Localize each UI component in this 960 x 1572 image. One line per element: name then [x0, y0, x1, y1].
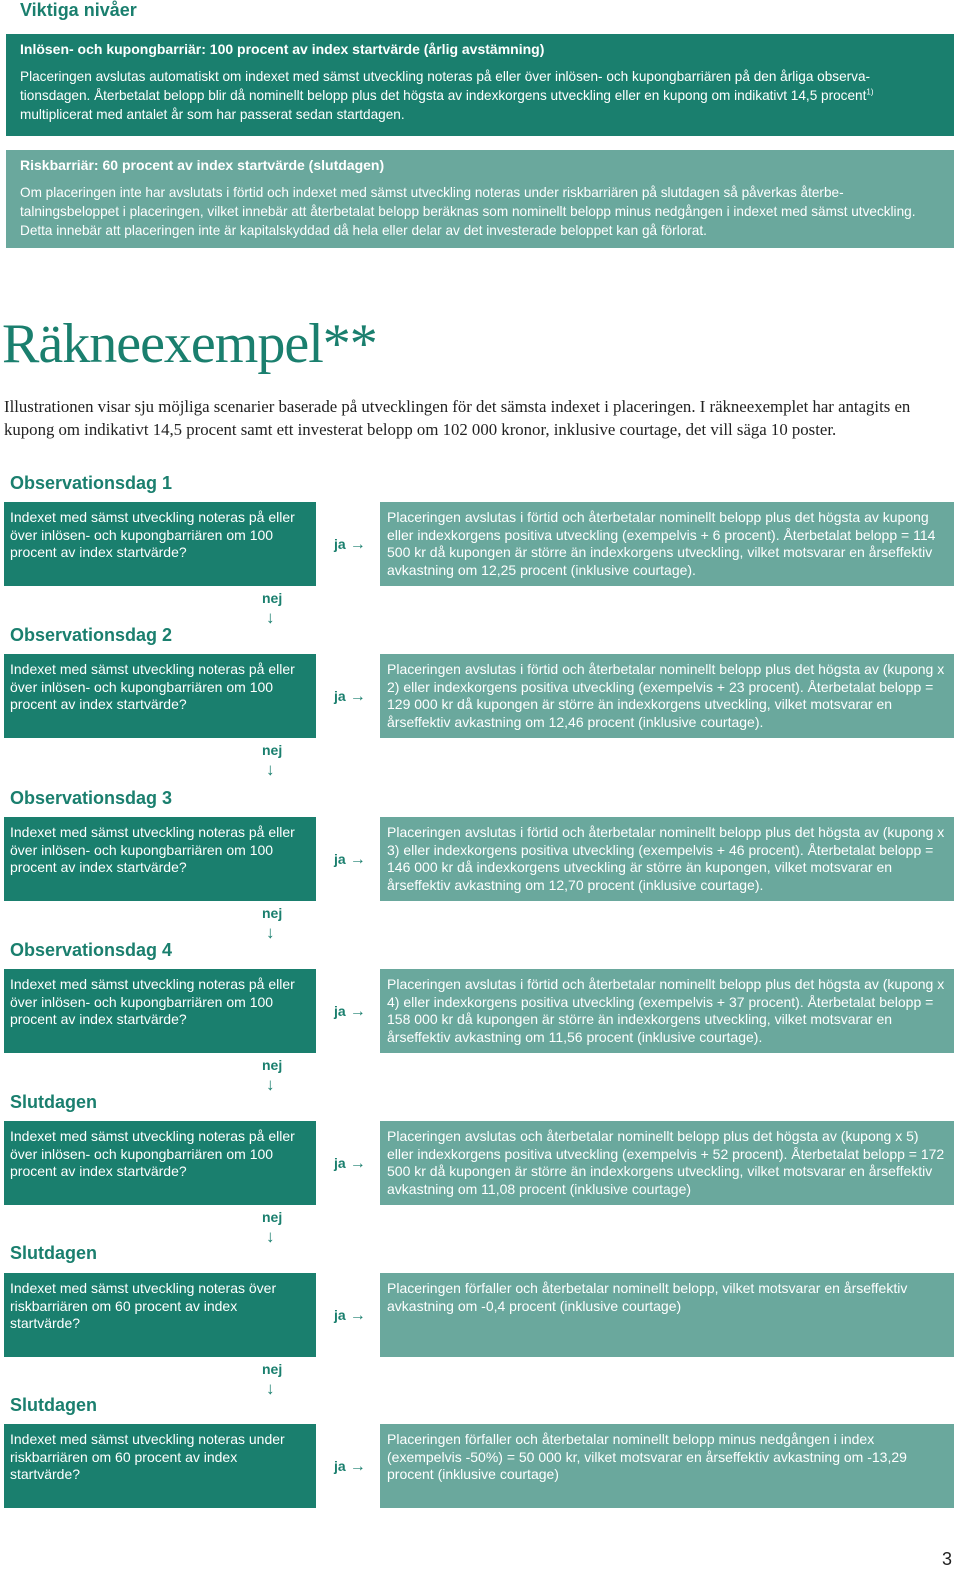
- example-intro: Illustrationen visar sju möjliga scenarier baserade på utvecklingen för det sämsta indexet i placeringen. I räkneexemplet har antagits en kupong om indikativt 14,5 procent samt ett investerat belopp om 102 000 kronor, inklusive courtage, det vill säga 10 poster.: [4, 397, 911, 439]
- no-label: nej: [262, 905, 283, 921]
- outcome-box: Placeringen avslutas och återbetalar nominellt belopp plus det högsta av (kupong x 5) eller indexkorgens positiva utveckling (exempelvis + 52 procent). Återbetalat belopp = 172 500 kr då kupongen är större än indexkorgens utveckling, vilket motsvarar en årseffektiv avkastning om 11,08 procent (inklusive courtage): [380, 1121, 954, 1205]
- question-box: Indexet med sämst utveckling noteras på eller över inlösen- och kupongbarriären om 100 procent av index startvärde?: [4, 969, 316, 1053]
- yes-connector: [334, 1003, 366, 1021]
- yes-label: ja: [334, 536, 346, 552]
- no-label: nej: [262, 742, 283, 758]
- step-label: Slutdagen: [10, 1092, 98, 1112]
- yes-connector: [334, 1458, 366, 1476]
- yes-label: ja: [334, 851, 346, 867]
- question-box: Indexet med sämst utveckling noteras över riskbarriären om 60 procent av index startvärde?: [4, 1273, 316, 1357]
- question-box: Indexet med sämst utveckling noteras på eller över inlösen- och kupongbarriären om 100 procent av index startvärde?: [4, 1121, 316, 1205]
- no-label: nej: [262, 1209, 283, 1225]
- arrow-down-icon: ↓: [266, 760, 275, 779]
- panel-body: Om placeringen inte har avslutats i förtid och indexet med sämst utveckling noteras under riskbarriären på slutdagen så påverkas återbe-talningsbeloppet i placeringen, vilket innebär att återbetalat belopp beräknas som nominellt belopp minus nedgången i indexet med sämst utveckling. Detta innebär att placeringen inte är kapitalskyddad då hela eller delar av det investerade beloppet kan gå förlorat.: [20, 185, 916, 238]
- step-label: Slutdagen: [10, 1243, 98, 1263]
- arrow-right-icon: →: [349, 1307, 366, 1324]
- outcome-box: Placeringen förfaller och återbetalar nominellt belopp minus nedgången i index (exempelvis -50%) = 50 000 kr, vilket motsvarar en årseffektiv avkastning om -13,29 procent (inklusive courtage): [380, 1424, 954, 1508]
- question-box: Indexet med sämst utveckling noteras på eller över inlösen- och kupongbarriären om 100 procent av index startvärde?: [4, 502, 316, 586]
- yes-label: ja: [334, 1458, 346, 1474]
- yes-connector: [334, 536, 366, 554]
- arrow-down-icon: ↓: [266, 1227, 275, 1246]
- step-label: Slutdagen: [10, 1395, 98, 1415]
- yes-connector: [334, 688, 366, 706]
- yes-label: ja: [334, 1003, 346, 1019]
- arrow-down-icon: ↓: [266, 1075, 275, 1094]
- risk-barrier-panel: [6, 150, 954, 248]
- panel-body: [20, 67, 940, 124]
- yes-label: ja: [334, 1155, 346, 1171]
- yes-connector: [334, 851, 366, 869]
- panel-body-line: multiplicerat med antalet år som har passerat sedan startdagen.: [20, 107, 405, 122]
- page-number: 3: [941, 1549, 952, 1569]
- question-box: Indexet med sämst utveckling noteras under riskbarriären om 60 procent av index startvärde?: [4, 1424, 316, 1508]
- arrow-right-icon: →: [349, 1003, 366, 1020]
- arrow-right-icon: →: [349, 851, 366, 868]
- arrow-down-icon: ↓: [266, 1379, 275, 1398]
- outcome-box: Placeringen avslutas i förtid och återbetalar nominellt belopp plus det högsta av (kupong x 2) eller indexkorgens positiva utveckling (exempelvis + 23 procent). Återbetalat belopp = 129 000 kr då kupongen är större än indexkorgens utveckling, vilket motsvarar en årseffektiv avkastning om 12,46 procent (inklusive courtage).: [380, 654, 954, 738]
- no-label: nej: [262, 1057, 283, 1073]
- arrow-down-icon: ↓: [266, 608, 275, 627]
- redemption-barrier-panel: [6, 34, 954, 136]
- step-label: Observationsdag 4: [10, 940, 173, 960]
- yes-label: ja: [334, 1307, 346, 1323]
- yes-label: ja: [334, 688, 346, 704]
- panel-title: Riskbarriär: 60 procent av index startvärde (slutdagen): [20, 157, 385, 173]
- outcome-box: Placeringen avslutas i förtid och återbetalar nominellt belopp plus det högsta av kupong eller indexkorgens positiva utveckling (exempelvis + 6 procent). Återbetalat belopp = 114 500 kr då kupongen är större än indexkorgens utveckling, vilket motsvarar en årseffektiv avkastning om 12,25 procent (inklusive courtage).: [380, 502, 954, 586]
- yes-connector: [334, 1155, 366, 1173]
- step-label: Observationsdag 3: [10, 788, 173, 808]
- arrow-right-icon: →: [349, 1458, 366, 1475]
- arrow-right-icon: →: [349, 688, 366, 705]
- question-box: Indexet med sämst utveckling noteras på eller över inlösen- och kupongbarriären om 100 procent av index startvärde?: [4, 654, 316, 738]
- outcome-box: Placeringen avslutas i förtid och återbetalar nominellt belopp plus det högsta av (kupong x 3) eller indexkorgens positiva utveckling (exempelvis + 46 procent). Återbetalat belopp = 146 000 kr då indexkorgens utveckling är större än kupongen, vilket motsvarar en årseffektiv avkastning om 12,70 procent (inklusive courtage).: [380, 817, 954, 901]
- no-label: nej: [262, 1361, 283, 1377]
- question-box: Indexet med sämst utveckling noteras på eller över inlösen- och kupongbarriären om 100 procent av index startvärde?: [4, 817, 316, 901]
- arrow-right-icon: →: [349, 536, 366, 553]
- arrow-down-icon: ↓: [266, 923, 275, 942]
- step-label: Observationsdag 2: [10, 625, 173, 645]
- outcome-box: Placeringen förfaller och återbetalar nominellt belopp, vilket motsvarar en årseffektiv avkastning om -0,4 procent (inklusive courtage): [380, 1273, 954, 1357]
- outcome-box: Placeringen avslutas i förtid och återbetalar nominellt belopp plus det högsta av (kupong x 4) eller indexkorgens positiva utveckling (exempelvis + 37 procent). Återbetalat belopp = 158 000 kr då kupongen är större än indexkorgens utveckling, vilket motsvarar en årseffektiv avkastning om 11,56 procent (inklusive courtage).: [380, 969, 954, 1053]
- arrow-right-icon: →: [349, 1155, 366, 1172]
- footnote-marker: 1): [866, 87, 874, 97]
- no-label: nej: [262, 590, 283, 606]
- panel-body-line: Placeringen avslutas automatiskt om indexet med sämst utveckling noteras på eller över inlösen- och kupongbarriären på den årliga observa-: [20, 69, 871, 84]
- panel-body-line: tionsdagen. Återbetalat belopp blir då nominellt belopp plus det högsta av indexkorgens utveckling eller en kupong om indikativt 14,5 procent: [20, 88, 867, 103]
- section-title: Viktiga nivåer: [20, 0, 137, 20]
- example-heading: Räkneexempel**: [2, 313, 377, 375]
- panel-title: Inlösen- och kupongbarriär: 100 procent av index startvärde (årlig avstämning): [20, 41, 545, 57]
- step-label: Observationsdag 1: [10, 473, 173, 493]
- yes-connector: [334, 1307, 366, 1325]
